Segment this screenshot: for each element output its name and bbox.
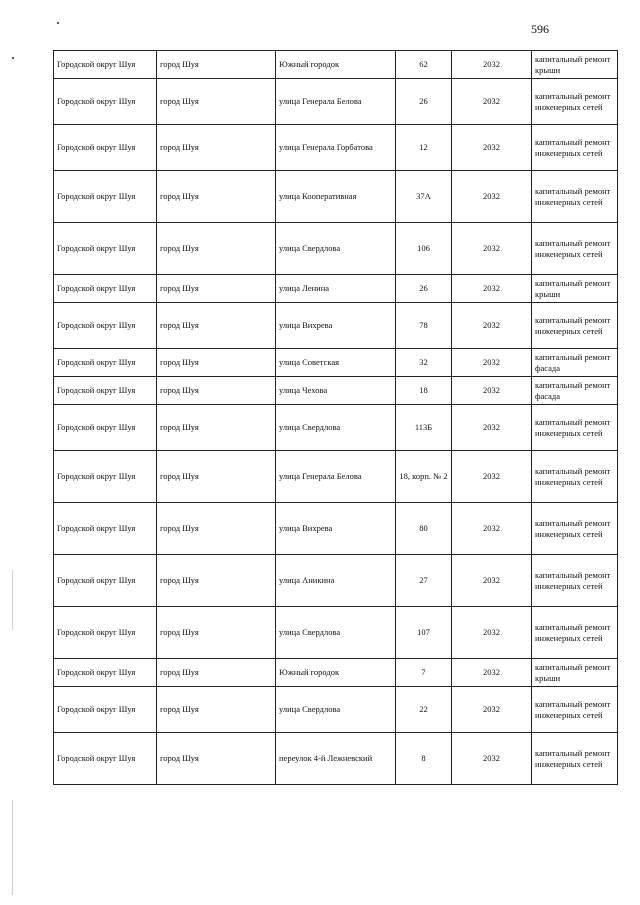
street-cell: улица Генерала Белова <box>276 451 396 503</box>
city-cell: город Шуя <box>157 405 276 451</box>
table-row <box>54 79 618 125</box>
street-cell: Южный городок <box>276 51 396 79</box>
street-cell: улица Кооперативная <box>276 171 396 223</box>
house-number-cell: 27 <box>396 555 452 607</box>
table-row <box>54 405 618 451</box>
street-cell: улица Генерала Горбатова <box>276 125 396 171</box>
house-number-cell: 18 <box>396 377 452 405</box>
table-row <box>54 275 618 303</box>
district-cell: Городской округ Шуя <box>54 303 157 349</box>
work-type-cell: капитальный ремонт инженерных сетей <box>532 733 618 785</box>
house-number-cell: 18, корп. № 2 <box>396 451 452 503</box>
table-row <box>54 451 618 503</box>
house-number-cell: 12 <box>396 125 452 171</box>
work-type-cell: капитальный ремонт инженерных сетей <box>532 451 618 503</box>
district-cell: Городской округ Шуя <box>54 659 157 687</box>
scan-speck <box>57 22 59 24</box>
house-number-cell: 62 <box>396 51 452 79</box>
table-row <box>54 349 618 377</box>
house-number-cell: 78 <box>396 303 452 349</box>
city-cell: город Шуя <box>157 555 276 607</box>
year-cell: 2032 <box>452 223 532 275</box>
table-row <box>54 171 618 223</box>
district-cell: Городской округ Шуя <box>54 223 157 275</box>
work-type-cell: капитальный ремонт фасада <box>532 377 618 405</box>
table-row <box>54 223 618 275</box>
district-cell: Городской округ Шуя <box>54 51 157 79</box>
house-number-cell: 106 <box>396 223 452 275</box>
street-cell: улица Аникина <box>276 555 396 607</box>
repair-schedule-table <box>53 50 618 785</box>
district-cell: Городской округ Шуя <box>54 733 157 785</box>
street-cell: улица Свердлова <box>276 223 396 275</box>
house-number-cell: 80 <box>396 503 452 555</box>
street-cell: улица Чехова <box>276 377 396 405</box>
table-row <box>54 377 618 405</box>
city-cell: город Шуя <box>157 79 276 125</box>
work-type-cell: капитальный ремонт инженерных сетей <box>532 79 618 125</box>
city-cell: город Шуя <box>157 377 276 405</box>
district-cell: Городской округ Шуя <box>54 275 157 303</box>
district-cell: Городской округ Шуя <box>54 687 157 733</box>
year-cell: 2032 <box>452 503 532 555</box>
work-type-cell: капитальный ремонт инженерных сетей <box>532 503 618 555</box>
city-cell: город Шуя <box>157 733 276 785</box>
year-cell: 2032 <box>452 451 532 503</box>
year-cell: 2032 <box>452 51 532 79</box>
city-cell: город Шуя <box>157 503 276 555</box>
street-cell: улица Генерала Белова <box>276 79 396 125</box>
page-number: 596 <box>531 22 549 36</box>
house-number-cell: 107 <box>396 607 452 659</box>
street-cell: Южный городок <box>276 659 396 687</box>
year-cell: 2032 <box>452 377 532 405</box>
street-cell: улица Свердлова <box>276 405 396 451</box>
work-type-cell: капитальный ремонт крыши <box>532 51 618 79</box>
city-cell: город Шуя <box>157 303 276 349</box>
work-type-cell: капитальный ремонт фасада <box>532 349 618 377</box>
house-number-cell: 37А <box>396 171 452 223</box>
table-row <box>54 503 618 555</box>
house-number-cell: 113Б <box>396 405 452 451</box>
work-type-cell: капитальный ремонт инженерных сетей <box>532 607 618 659</box>
street-cell: улица Советская <box>276 349 396 377</box>
year-cell: 2032 <box>452 303 532 349</box>
year-cell: 2032 <box>452 687 532 733</box>
work-type-cell: капитальный ремонт инженерных сетей <box>532 687 618 733</box>
year-cell: 2032 <box>452 171 532 223</box>
district-cell: Городской округ Шуя <box>54 555 157 607</box>
table-row <box>54 51 618 79</box>
year-cell: 2032 <box>452 405 532 451</box>
city-cell: город Шуя <box>157 659 276 687</box>
house-number-cell: 7 <box>396 659 452 687</box>
work-type-cell: капитальный ремонт инженерных сетей <box>532 223 618 275</box>
year-cell: 2032 <box>452 125 532 171</box>
year-cell: 2032 <box>452 607 532 659</box>
city-cell: город Шуя <box>157 275 276 303</box>
table-row <box>54 607 618 659</box>
house-number-cell: 26 <box>396 275 452 303</box>
work-type-cell: капитальный ремонт инженерных сетей <box>532 171 618 223</box>
street-cell: улица Вихрева <box>276 503 396 555</box>
city-cell: город Шуя <box>157 171 276 223</box>
street-cell: улица Свердлова <box>276 607 396 659</box>
table-row <box>54 125 618 171</box>
year-cell: 2032 <box>452 349 532 377</box>
table-row <box>54 687 618 733</box>
district-cell: Городской округ Шуя <box>54 79 157 125</box>
table-row <box>54 733 618 785</box>
year-cell: 2032 <box>452 275 532 303</box>
city-cell: город Шуя <box>157 223 276 275</box>
district-cell: Городской округ Шуя <box>54 503 157 555</box>
year-cell: 2032 <box>452 555 532 607</box>
city-cell: город Шуя <box>157 607 276 659</box>
work-type-cell: капитальный ремонт крыши <box>532 659 618 687</box>
scan-edge-line <box>12 800 13 895</box>
street-cell: улица Вихрева <box>276 303 396 349</box>
house-number-cell: 32 <box>396 349 452 377</box>
scan-edge-line <box>12 570 13 630</box>
work-type-cell: капитальный ремонт инженерных сетей <box>532 303 618 349</box>
table-row <box>54 303 618 349</box>
district-cell: Городской округ Шуя <box>54 125 157 171</box>
district-cell: Городской округ Шуя <box>54 607 157 659</box>
work-type-cell: капитальный ремонт крыши <box>532 275 618 303</box>
year-cell: 2032 <box>452 659 532 687</box>
district-cell: Городской округ Шуя <box>54 405 157 451</box>
district-cell: Городской округ Шуя <box>54 349 157 377</box>
city-cell: город Шуя <box>157 125 276 171</box>
house-number-cell: 8 <box>396 733 452 785</box>
city-cell: город Шуя <box>157 51 276 79</box>
table-row <box>54 659 618 687</box>
year-cell: 2032 <box>452 79 532 125</box>
work-type-cell: капитальный ремонт инженерных сетей <box>532 555 618 607</box>
street-cell: улица Ленина <box>276 275 396 303</box>
city-cell: город Шуя <box>157 687 276 733</box>
work-type-cell: капитальный ремонт инженерных сетей <box>532 405 618 451</box>
district-cell: Городской округ Шуя <box>54 377 157 405</box>
district-cell: Городской округ Шуя <box>54 171 157 223</box>
city-cell: город Шуя <box>157 349 276 377</box>
street-cell: переулок 4-й Лежневский <box>276 733 396 785</box>
house-number-cell: 26 <box>396 79 452 125</box>
district-cell: Городской округ Шуя <box>54 451 157 503</box>
house-number-cell: 22 <box>396 687 452 733</box>
table-body <box>54 51 618 785</box>
scan-speck <box>12 57 14 59</box>
city-cell: город Шуя <box>157 451 276 503</box>
street-cell: улица Свердлова <box>276 687 396 733</box>
table-row <box>54 555 618 607</box>
year-cell: 2032 <box>452 733 532 785</box>
work-type-cell: капитальный ремонт инженерных сетей <box>532 125 618 171</box>
